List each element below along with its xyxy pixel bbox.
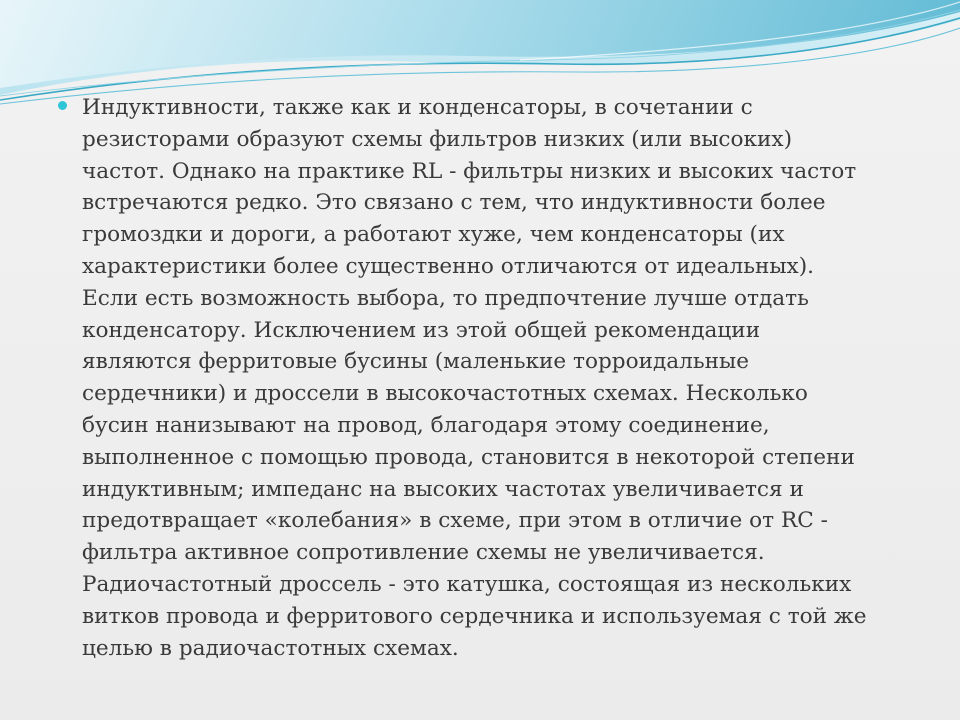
slide-content	[58, 92, 908, 664]
bullet-dot-icon	[58, 101, 67, 110]
bullet-item	[58, 92, 908, 664]
bullet-text: Индуктивности, также как и конденсаторы, в сочетании с резисторами образуют схемы фильтров низких (или высоких) частот. Однако на практике RL - фильтры низких и высоких частот встречаются редко. Это связано с тем, что индуктивности более громоздки и дороги, а работают хуже, чем конденсаторы (их характеристики более существенно отличаются от идеальных). Если есть возможность выбора, то предпочтение лучше отдать конденсатору. Исключением из этой общей рекомендации являются ферритовые бусины (маленькие торроидальные сердечники) и дроссели в высокочастотных схемах. Несколько бусин нанизывают на провод, благодаря этому соединение, выполненное с помощью провода, становится в некоторой степени индуктивным; импеданс на высоких частотах увеличивается и предотвращает «колебания» в схеме, при этом в отличие от RC - фильтра активное сопротивление схемы не увеличивается. Радиочастотный дроссель - это катушка, состоящая из нескольких витков провода и ферритового сердечника и используемая с той же целью в радиочастотных схемах.	[82, 95, 867, 661]
